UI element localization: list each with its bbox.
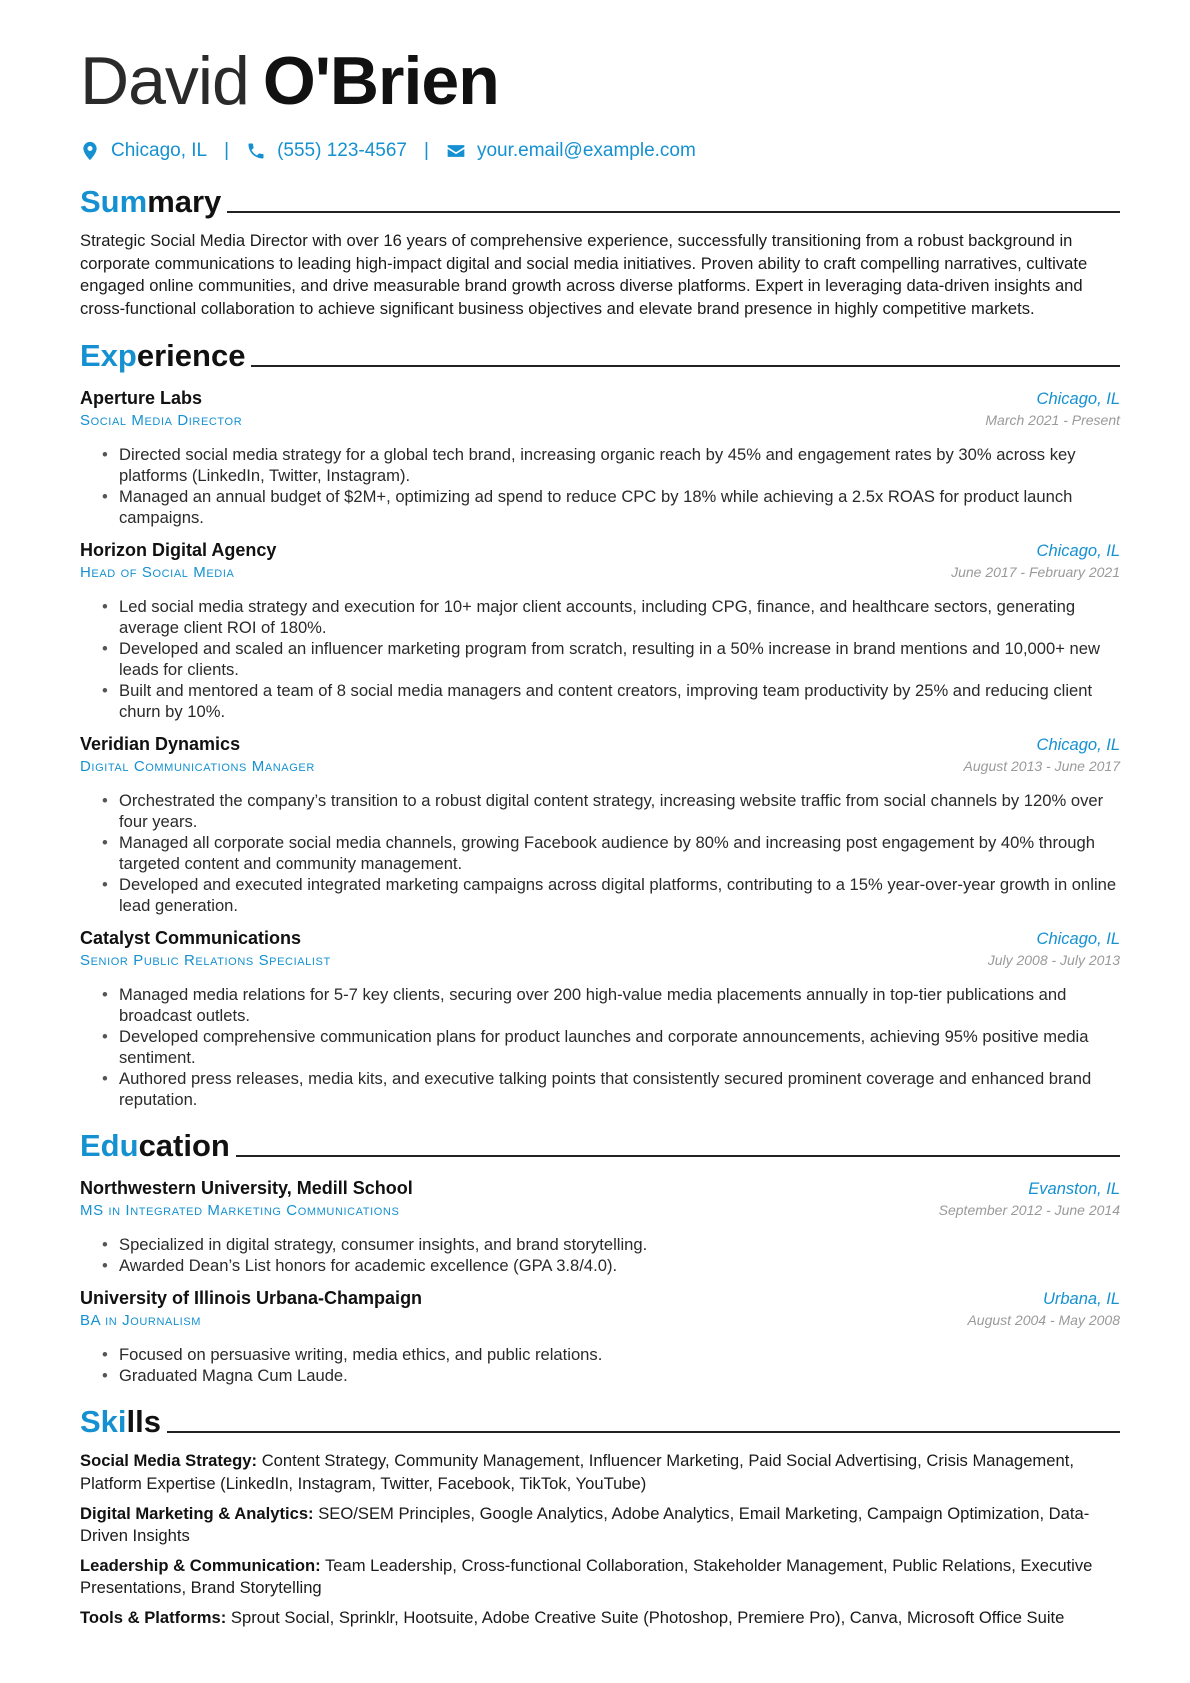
summary-heading-rest: mary bbox=[147, 184, 222, 219]
job-entry-title: Catalyst Communications bbox=[80, 928, 302, 949]
contact-location bbox=[80, 140, 207, 162]
bullet-item: • Developed and executed integrated marketing campaigns across digital platforms, contributing to a 15% year-over-year growth in online lead generation. bbox=[80, 874, 1120, 916]
entry-header bbox=[80, 734, 1120, 759]
experience-heading-rest: erience bbox=[136, 338, 246, 374]
entry-dates: August 2004 - May 2008 bbox=[967, 1312, 1120, 1329]
entry-location: Chicago, IL bbox=[1036, 736, 1120, 755]
bullet-item: • Managed all corporate social media channels, growing Facebook audience by 80% and increasing post engagement by 40% through targeted content and community management. bbox=[80, 832, 1120, 874]
skills-list bbox=[80, 1450, 1120, 1629]
skill-label: Tools & Platforms: bbox=[80, 1607, 227, 1627]
school-entry-role: BA in Journalism bbox=[80, 1312, 202, 1330]
section-rule bbox=[167, 1431, 1120, 1433]
contact-phone[interactable] bbox=[246, 140, 407, 162]
job-entry-title: Horizon Digital Agency bbox=[80, 540, 277, 561]
job-entry-role: Head of Social Media bbox=[80, 564, 235, 582]
skill-group bbox=[80, 1555, 1120, 1600]
skill-items: Sprout Social, Sprinklr, Hootsuite, Adobe Creative Suite (Photoshop, Premiere Pro), Canva, Microsoft Office Suite bbox=[230, 1607, 1065, 1627]
entry-header bbox=[80, 1288, 1120, 1313]
entry-location: Urbana, IL bbox=[1042, 1290, 1120, 1309]
contact-separator: | bbox=[424, 140, 429, 161]
first-name: David bbox=[80, 43, 249, 119]
skill-label: Digital Marketing & Analytics: bbox=[80, 1503, 314, 1523]
experience-list bbox=[80, 388, 1120, 1110]
bullet-item: • Orchestrated the company’s transition to a robust digital content strategy, increasing website traffic from social channels by 120% over four years. bbox=[80, 790, 1120, 832]
education-heading-rest: cation bbox=[138, 1128, 230, 1164]
section-rule bbox=[227, 211, 1120, 213]
contact-email[interactable] bbox=[446, 140, 696, 162]
phone-icon bbox=[246, 141, 266, 161]
entry-header bbox=[80, 928, 1120, 953]
bullet-item: • Authored press releases, media kits, and executive talking points that consistently secured prominent coverage and enhanced brand reputation. bbox=[80, 1068, 1120, 1110]
resume-page bbox=[80, 0, 1120, 1630]
skill-items: SEO/SEM Principles, Google Analytics, Adobe Analytics, Email Marketing, Campaign Optimization, Data-Driven Insights bbox=[80, 1503, 1090, 1546]
bullet-item: • Managed media relations for 5-7 key clients, securing over 200 high-value media placements annually in top-tier publications and broadcast outlets. bbox=[80, 984, 1120, 1026]
school-entry-title: Northwestern University, Medill School bbox=[80, 1178, 413, 1199]
skill-items: Content Strategy, Community Management, Influencer Marketing, Paid Social Advertising, Crisis Management, Platform Expertise (LinkedIn, Instagram, Twitter, Facebook, TikTok, YouTube) bbox=[80, 1451, 1074, 1493]
skill-label: Leadership & Communication: bbox=[80, 1555, 321, 1575]
entry-dates: June 2017 - February 2021 bbox=[951, 564, 1120, 581]
entry-location: Chicago, IL bbox=[1036, 542, 1120, 561]
entry-header bbox=[80, 540, 1120, 565]
bullet-item: • Specialized in digital strategy, consumer insights, and brand storytelling. bbox=[80, 1234, 1120, 1255]
bullet-list bbox=[80, 1344, 1120, 1386]
skill-label: Social Media Strategy: bbox=[80, 1451, 258, 1471]
entry-subheader bbox=[80, 564, 1120, 584]
job-entry bbox=[80, 734, 1120, 916]
bullet-item: • Developed comprehensive communication plans for product launches and corporate announcements, achieving 95% positive media sentiment. bbox=[80, 1026, 1120, 1068]
section-rule bbox=[251, 365, 1120, 367]
bullet-item: • Built and mentored a team of 8 social media managers and content creators, improving team productivity by 25% and reducing client churn by 10%. bbox=[80, 680, 1120, 722]
bullet-list bbox=[80, 790, 1120, 916]
school-entry bbox=[80, 1178, 1120, 1276]
skill-group bbox=[80, 1607, 1120, 1630]
section-rule bbox=[236, 1155, 1120, 1157]
skill-items: Team Leadership, Cross-functional Collaboration, Stakeholder Management, Public Relations, Executive Presentations, Brand Storytelling bbox=[80, 1555, 1093, 1598]
school-entry-role: MS in Integrated Marketing Communications bbox=[80, 1202, 400, 1220]
bullet-list bbox=[80, 984, 1120, 1110]
job-entry bbox=[80, 928, 1120, 1110]
entry-dates: March 2021 - Present bbox=[985, 412, 1120, 429]
last-name: O'Brien bbox=[262, 43, 499, 119]
summary-heading bbox=[80, 180, 1120, 220]
summary-text: Strategic Social Media Director with over 16 years of comprehensive experience, successfully transitioning from a robust background in corporate communications to leading high-impact digital and social media initiatives. Proven ability to craft compelling narratives, cultivate engaged online communities, and drive measurable brand growth across diverse platforms. Expert in leveraging data-driven insights and cross-functional collaboration to achieve significant business objectives and elevate brand presence in highly competitive markets. bbox=[80, 231, 1088, 318]
contact-separator: | bbox=[224, 140, 230, 161]
school-entry bbox=[80, 1288, 1120, 1386]
entry-subheader bbox=[80, 1312, 1120, 1332]
entry-dates: September 2012 - June 2014 bbox=[938, 1202, 1120, 1219]
summary-heading-accent: Sum bbox=[80, 184, 148, 219]
entry-location: Chicago, IL bbox=[1036, 930, 1120, 949]
job-entry-title: Veridian Dynamics bbox=[80, 734, 241, 755]
skill-group bbox=[80, 1503, 1120, 1548]
candidate-name bbox=[80, 38, 1120, 124]
skills-heading-rest: lls bbox=[126, 1404, 161, 1440]
entry-subheader bbox=[80, 412, 1120, 432]
bullet-item: • Focused on persuasive writing, media ethics, and public relations. bbox=[80, 1344, 1120, 1365]
job-entry-role: Digital Communications Manager bbox=[80, 758, 315, 776]
map-marker-icon bbox=[80, 141, 100, 161]
envelope-icon bbox=[446, 141, 466, 161]
entry-subheader bbox=[80, 952, 1120, 972]
bullet-item: • Graduated Magna Cum Laude. bbox=[80, 1365, 1120, 1386]
experience-heading-accent: Exp bbox=[80, 338, 137, 374]
email-link: your.email@example.com bbox=[476, 140, 696, 161]
bullet-list bbox=[80, 444, 1120, 528]
education-heading bbox=[80, 1124, 1120, 1164]
bullet-item: • Directed social media strategy for a global tech brand, increasing organic reach by 45% and engagement rates by 30% across key platforms (LinkedIn, Twitter, Instagram). bbox=[80, 444, 1120, 486]
location-text: Chicago, IL bbox=[111, 140, 208, 161]
bullet-item: • Awarded Dean’s List honors for academic excellence (GPA 3.8/4.0). bbox=[80, 1255, 1120, 1276]
entry-dates: August 2013 - June 2017 bbox=[963, 758, 1120, 775]
bullet-list bbox=[80, 596, 1120, 722]
skills-heading-accent: Ski bbox=[80, 1404, 127, 1440]
job-entry bbox=[80, 388, 1120, 528]
contact-bar bbox=[80, 136, 1120, 166]
job-entry bbox=[80, 540, 1120, 722]
entry-header bbox=[80, 388, 1120, 413]
school-entry-title: University of Illinois Urbana-Champaign bbox=[80, 1288, 423, 1309]
entry-subheader bbox=[80, 758, 1120, 778]
job-entry-role: Social Media Director bbox=[80, 412, 243, 430]
entry-location: Chicago, IL bbox=[1036, 390, 1120, 409]
entry-location: Evanston, IL bbox=[1028, 1180, 1120, 1199]
entry-header bbox=[80, 1178, 1120, 1203]
job-entry-title: Aperture Labs bbox=[80, 388, 203, 409]
bullet-list bbox=[80, 1234, 1120, 1276]
experience-heading bbox=[80, 334, 1120, 374]
bullet-item: • Developed and scaled an influencer marketing program from scratch, resulting in a 50% increase in brand mentions and 10,000+ new leads for clients. bbox=[80, 638, 1120, 680]
entry-subheader bbox=[80, 1202, 1120, 1222]
education-heading-accent: Edu bbox=[80, 1128, 139, 1164]
education-list bbox=[80, 1178, 1120, 1386]
bullet-item: • Led social media strategy and execution for 10+ major client accounts, including CPG, finance, and healthcare sectors, generating average client ROI of 180%. bbox=[80, 596, 1120, 638]
skills-heading bbox=[80, 1400, 1120, 1440]
entry-dates: July 2008 - July 2013 bbox=[987, 952, 1120, 969]
phone-text: (555) 123-4567 bbox=[277, 140, 407, 161]
skill-group bbox=[80, 1450, 1120, 1495]
job-entry-role: Senior Public Relations Specialist bbox=[80, 952, 331, 970]
bullet-item: • Managed an annual budget of $2M+, optimizing ad spend to reduce CPC by 18% while achieving a 2.5x ROAS for product launch campaigns. bbox=[80, 486, 1120, 528]
